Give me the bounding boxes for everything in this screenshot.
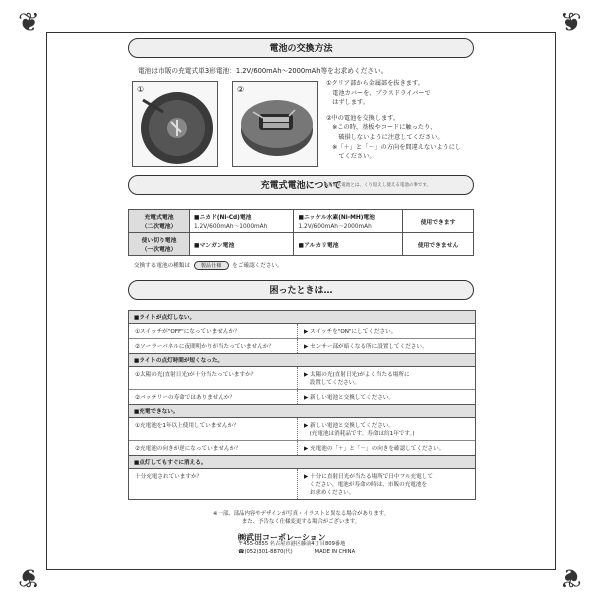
- spec-confirm-line: [134, 261, 474, 270]
- trouble-row: [129, 324, 475, 339]
- battery-type-cell: [190, 233, 294, 256]
- trouble-answer-line: ▶ センサー部が暗くなる所に設置してください。: [304, 344, 428, 350]
- step1-line: はずします。: [326, 99, 369, 107]
- exchange-title: 電池の交換方法: [269, 44, 333, 54]
- battery-type-spec: 1.2V/600mAh～1000mAh: [194, 224, 268, 230]
- trouble-answer-line: お求めください。: [304, 490, 355, 496]
- row-header-line: （二次電池）: [141, 224, 177, 230]
- trouble-answer: [298, 367, 475, 389]
- trouble-answer-line: ください。電池が寿命の時は、市販の充電池を: [304, 482, 428, 488]
- trouble-answer-line: ▶ 十分に直射日光が当たる場所で日中フル充電して: [304, 474, 433, 480]
- battery-type-cell: [190, 210, 294, 233]
- exchange-intro: 電池は市販の充電式単3形電池：1.2V/600mAh～2000mAh等をお求めください。: [138, 67, 388, 75]
- company-phone: ☎(052)301-8870(代): [238, 548, 293, 555]
- open-battery-compartment-image: [233, 82, 317, 166]
- row-header-line: 使い切り電池: [141, 238, 177, 244]
- corner-ornament-bottom-right: ❦: [560, 562, 582, 592]
- row-header: [129, 233, 190, 256]
- trouble-group-heading: ■ライトが点灯しない。: [129, 311, 475, 324]
- trouble-row: [129, 367, 475, 390]
- row-header-line: （一次電池）: [141, 247, 177, 253]
- trouble-answer: [298, 339, 475, 353]
- confirm-text-after: をご確認ください。: [232, 263, 283, 269]
- disclaimer: [128, 510, 474, 526]
- step2-line: てください。: [326, 153, 376, 161]
- corner-ornament-top-left: ❦: [18, 8, 40, 38]
- trouble-question: ①太陽の光(直射日光)が十分当たっていますか？: [129, 367, 298, 389]
- trouble-answer: [298, 390, 475, 404]
- row-header: [129, 210, 190, 233]
- photo-step-1: [132, 81, 218, 167]
- step2-line: ②中の電池を交換します。: [326, 114, 400, 122]
- trouble-answer-line: 設置してください。: [304, 380, 360, 386]
- step2-line: ※「＋」と「－」の方向を間違えないようにし: [326, 143, 462, 151]
- trouble-group-heading: ■点灯してもすぐに消える。: [129, 456, 475, 469]
- trouble-group: [129, 456, 475, 499]
- battery-type-cell: [294, 210, 403, 233]
- trouble-answer: [298, 441, 475, 455]
- photo-step-1-number: ①: [137, 85, 145, 94]
- battery-type-title: ■ニッケル水素(Ni-MH)電池: [298, 215, 375, 221]
- trouble-answer-line: ▶ スイッチを"ON"にしてください。: [304, 329, 397, 335]
- trouble-question: ①充電池を1年以上使用していませんか？: [129, 418, 298, 440]
- usability-verdict: 使用できます: [403, 210, 474, 233]
- section-title-exchange: [128, 38, 474, 58]
- photo-step-2: [232, 81, 318, 167]
- trouble-answer: [298, 324, 475, 338]
- trouble-row: [129, 339, 475, 353]
- light-underside-image: [133, 82, 217, 166]
- table-row: [129, 210, 474, 233]
- step1-line: ①クリア部から金属部を抜きます。: [326, 80, 424, 87]
- trouble-question: ②充電池の向きが逆になっていませんか？: [129, 441, 298, 455]
- section-title-trouble: [128, 280, 474, 300]
- trouble-row: [129, 441, 475, 455]
- instruction-sheet: [128, 38, 474, 556]
- company-address: 〒455-0855 名古屋市港区藤前4丁目809番地: [238, 541, 346, 548]
- trouble-question: ②バッテリーの寿命ではありませんか？: [129, 390, 298, 404]
- trouble-row: [129, 469, 475, 499]
- corner-ornament-top-right: ❦: [560, 8, 582, 38]
- trouble-question: ①スイッチが"OFF"になっていませんか？: [129, 324, 298, 338]
- trouble-group-heading: ■ライトの点灯時間が短くなった。: [129, 354, 475, 367]
- trouble-answer-line: ▶ 新しい電池と交換してください。: [304, 423, 394, 429]
- exchange-instructions: [326, 79, 474, 162]
- trouble-question: 十分充電されていますか？: [129, 469, 298, 499]
- trouble-row: [129, 390, 475, 404]
- usability-verdict: 使用できません: [403, 233, 474, 256]
- trouble-row: [129, 418, 475, 441]
- trouble-answer-line: ▶ 太陽の光(直射日光)がよく当たる場所に: [304, 372, 410, 378]
- trouble-group: [129, 311, 475, 354]
- trouble-question: ②ソーラーパネルに夜間明かりが当たっていませんか？: [129, 339, 298, 353]
- table-row: [129, 233, 474, 256]
- corner-ornament-bottom-left: ❦: [18, 562, 40, 592]
- step1-line: 電池カバーを、プラスドライバーで: [326, 89, 431, 97]
- trouble-group: [129, 354, 475, 405]
- battery-type-title: ■ニカド(Ni-Cd)電池: [194, 215, 252, 221]
- trouble-answer: [298, 418, 475, 440]
- row-header-line: 充電式電池: [144, 215, 174, 221]
- step2-line: 破損しないように注意してください。: [326, 133, 444, 141]
- company-info: [238, 534, 474, 556]
- battery-compatibility-table: [128, 209, 474, 256]
- country-of-origin: MADE IN CHINA: [314, 548, 356, 555]
- battery-type-title: ■アルカリ電池: [298, 242, 339, 249]
- exchange-steps: [128, 79, 474, 169]
- battery-type-title: ■マンガン電池: [194, 242, 235, 249]
- company-name: ㈱武田コーポレーション: [238, 533, 326, 542]
- trouble-title: 困ったときは…: [269, 286, 333, 296]
- trouble-answer-line: ▶ 充電池の「＋」と「－」の向きを確認してください。: [304, 446, 445, 452]
- trouble-answer-line: ▶ 新しい電池と交換してください。: [304, 395, 394, 401]
- product-spec-badge: 製品仕様: [194, 261, 229, 270]
- battery-type-cell: [294, 233, 403, 256]
- photo-step-2-number: ②: [237, 85, 245, 94]
- rechargeable-note: ※充電式電池とは、くり返えし使える電池の事です。: [324, 183, 431, 188]
- disclaimer-line: また、予告なく仕様変更する場合がございます。: [241, 519, 361, 525]
- trouble-answer-line: (充電池は消耗品です。寿命は約1年です。): [304, 431, 415, 437]
- battery-type-spec: 1.2V/600mAh～2000mAh: [298, 224, 372, 230]
- step2-line: ※この時、基板やコードに触ったり、: [326, 124, 437, 132]
- trouble-group: [129, 405, 475, 456]
- disclaimer-line: ※一部、部品内容やデザインが写真・イラストと異なる場合があります。: [212, 511, 390, 517]
- section-title-rechargeable: [128, 175, 474, 195]
- confirm-text-before: 交換する電池の種類は: [134, 263, 190, 269]
- company-contact-row: [238, 549, 474, 556]
- trouble-group-heading: ■充電できない。: [129, 405, 475, 418]
- trouble-answer: [298, 469, 475, 499]
- rechargeable-title: 充電式電池について: [260, 181, 342, 191]
- troubleshooting-table: [128, 310, 476, 500]
